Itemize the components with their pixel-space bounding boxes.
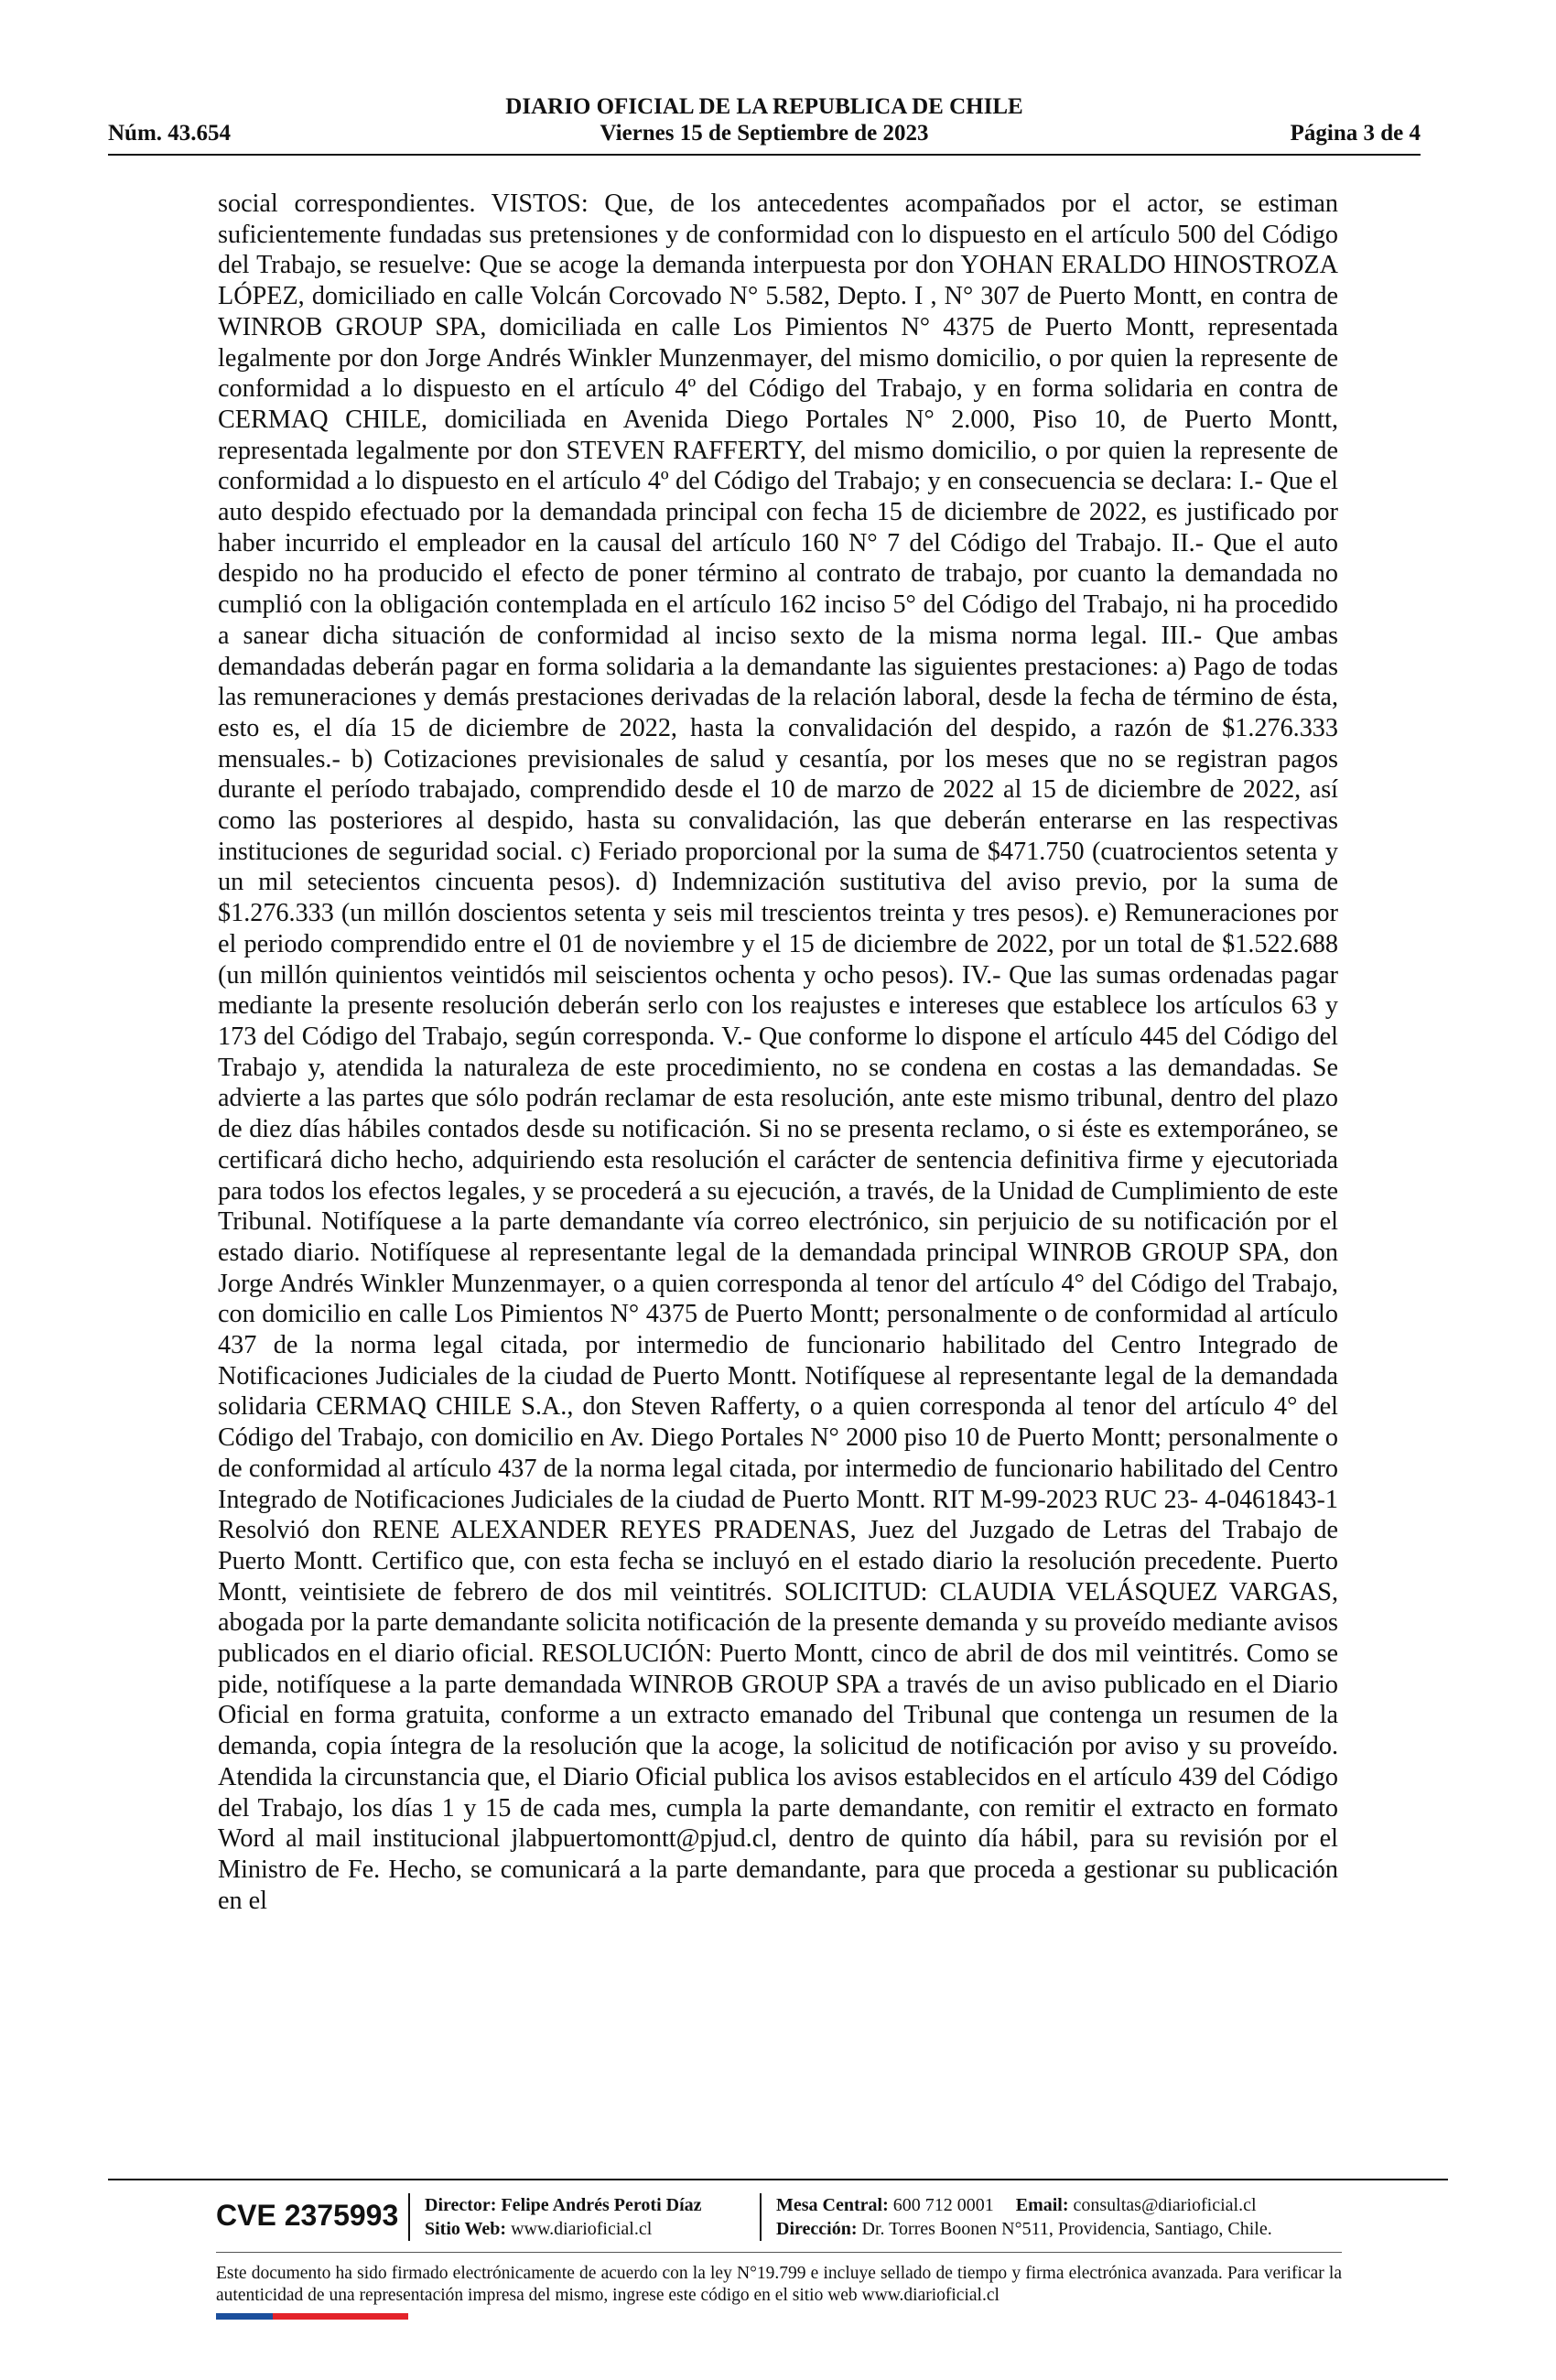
- page-header: [108, 93, 1421, 148]
- publication-title: DIARIO OFICIAL DE LA REPUBLICA DE CHILE: [505, 94, 1023, 119]
- issue-number: Núm. 43.654: [108, 121, 232, 146]
- website-link[interactable]: www.diarioficial.cl: [511, 2219, 653, 2239]
- footer-separator: [760, 2193, 762, 2241]
- director-label: Director:: [425, 2195, 497, 2215]
- footer-contact-block: [776, 2193, 1272, 2241]
- flag-blue-segment: [216, 2313, 273, 2320]
- address-value: Dr. Torres Boonen N°511, Providencia, Santiago, Chile.: [861, 2219, 1272, 2239]
- cve-code: CVE 2375993: [216, 2199, 399, 2232]
- chile-flag-stripe: [216, 2313, 408, 2320]
- page-footer: [216, 2188, 1342, 2248]
- email-label: Email:: [1015, 2195, 1069, 2215]
- page-indicator: Página 3 de 4: [1290, 121, 1421, 146]
- footer-separator: [408, 2193, 410, 2241]
- director-name: Felipe Andrés Peroti Díaz: [501, 2195, 702, 2215]
- footer-director-block: [425, 2193, 702, 2241]
- header-divider: [108, 154, 1421, 156]
- website-label: Sitio Web:: [425, 2219, 507, 2239]
- email-link[interactable]: consultas@diarioficial.cl: [1073, 2195, 1257, 2215]
- mesa-central-label: Mesa Central:: [776, 2195, 889, 2215]
- body-paragraph: social correspondientes. VISTOS: Que, de los antecedentes acompañados por el actor, se estiman suficientemente fundadas sus pretensiones y de conformidad con lo dispuesto en el artículo 500 del Código del Trabajo, se resuelve: Que se acoge la demanda interpuesta por don YOHAN ERALDO HINOSTROZA LÓPEZ, domiciliado en calle Volcán Corcovado N° 5.582, Depto. I , N° 307 de Puerto Montt, en contra de WINROB GROUP SPA, domiciliada en calle Los Pimientos N° 4375 de Puerto Montt, representada legalmente por don Jorge Andrés Winkler Munzenmayer, del mismo domicilio, o por quien la represente de conformidad a lo dispuesto en el artículo 4º del Código del Trabajo, y en forma solidaria en contra de CERMAQ CHILE, domiciliada en Avenida Diego Portales N° 2.000, Piso 10, de Puerto Montt, representada legalmente por don STEVEN RAFFERTY, del mismo domicilio, o por quien la represente de conformidad a lo dispuesto en el artículo 4º del Código del Trabajo; y en consecuencia se declara: I.- Que el auto despido efectuado por la demandada principal con fecha 15 de diciembre de 2022, es justificado por haber incurrido el empleador en la causal del artículo 160 N° 7 del Código del Trabajo. II.- Que el auto despido no ha producido el efecto de poner término al contrato de trabajo, por cuanto la demandada no cumplió con la obligación contemplada en el artículo 162 inciso 5° del Código del Trabajo, ni ha procedido a sanear dicha situación de conformidad al inciso sexto de la misma norma legal. III.- Que ambas demandadas deberán pagar en forma solidaria a la demandante las siguientes prestaciones: a) Pago de todas las remuneraciones y demás prestaciones derivadas de la relación laboral, desde la fecha de término de ésta, esto es, el día 15 de diciembre de 2022, hasta la convalidación del despido, a razón de $1.276.333 mensuales.- b) Cotizaciones previsionales de salud y cesantía, por los meses que no se registran pagos durante el período trabajado, comprendido desde el 10 de marzo de 2022 al 15 de diciembre de 2022, así como las posteriores al despido, hasta su convalidación, las que deberán enterarse en las respectivas instituciones de seguridad social. c) Feriado proporcional por la suma de $471.750 (cuatrocientos setenta y un mil setecientos cincuenta pesos). d) Indemnización sustitutiva del aviso previo, por la suma de $1.276.333 (un millón doscientos setenta y seis mil trescientos treinta y tres pesos). e) Remuneraciones por el periodo comprendido entre el 01 de noviembre y el 15 de diciembre de 2022, por un total de $1.522.688 (un millón quinientos veintidós mil seiscientos ochenta y ocho pesos). IV.- Que las sumas ordenadas pagar mediante la presente resolución deberán serlo con los reajustes e intereses que establece los artículos 63 y 173 del Código del Trabajo, según corresponda. V.- Que conforme lo dispone el artículo 445 del Código del Trabajo y, atendida la naturaleza de este procedimiento, no se condena en costas a las demandadas. Se advierte a las partes que sólo podrán reclamar de esta resolución, ante este mismo tribunal, dentro del plazo de diez días hábiles contados desde su notificación. Si no se presenta reclamo, o si éste es extemporáneo, se certificará dicho hecho, adquiriendo esta resolución el carácter de sentencia definitiva firme y ejecutoriada para todos los efectos legales, y se procederá a su ejecución, a través, de la Unidad de Cumplimiento de este Tribunal. Notifíquese a la parte demandante vía correo electrónico, sin perjuicio de su notificación por el estado diario. Notifíquese al representante legal de la demandada principal WINROB GROUP SPA, don Jorge Andrés Winkler Munzenmayer, o a quien corresponda al tenor del artículo 4° del Código del Trabajo, con domicilio en calle Los Pimientos N° 4375 de Puerto Montt; personalmente o de conformidad al artículo 437 de la norma legal citada, por intermedio de funcionario habilitado del Centro Integrado de Notificaciones Judiciales de la ciudad de Puerto Montt. Notifíquese al representante legal de la demandada solidaria CERMAQ CHILE S.A., don Steven Rafferty, o a quien corresponda al tenor del artículo 4° del Código del Trabajo, con domicilio en Av. Diego Portales N° 2000 piso 10 de Puerto Montt; personalmente o de conformidad al artículo 437 de la norma legal citada, por intermedio de funcionario habilitado del Centro Integrado de Notificaciones Judiciales de la ciudad de Puerto Montt. RIT M-99-2023 RUC 23- 4-0461843-1 Resolvió don RENE ALEXANDER REYES PRADENAS, Juez del Juzgado de Letras del Trabajo de Puerto Montt. Certifico que, con esta fecha se incluyó en el estado diario la resolución precedente. Puerto Montt, veintisiete de febrero de dos mil veintitrés. SOLICITUD: CLAUDIA VELÁSQUEZ VARGAS, abogada por la parte demandante solicita notificación de la presente demanda y su proveído mediante avisos publicados en el diario oficial. RESOLUCIÓN: Puerto Montt, cinco de abril de dos mil veintitrés. Como se pide, notifíquese a la parte demandada WINROB GROUP SPA a través de un aviso publicado en el Diario Oficial en forma gratuita, conforme a un extracto emanado del Tribunal que contenga un resumen de la demanda, copia íntegra de la resolución que la acoge, la solicitud de notificación por aviso y su proveído. Atendida la circunstancia que, el Diario Oficial publica los avisos establecidos en el artículo 439 del Código del Trabajo, los días 1 y 15 de cada mes, cumpla la parte demandante, con remitir el extracto en formato Word al mail institucional jlabpuertomontt@pjud.cl, dentro de quinto día hábil, para su revisión por el Ministro de Fe. Hecho, se comunicará a la parte demandante, para que proceda a gestionar su publicación en el: [218, 189, 1338, 1915]
- footer-divider: [108, 2179, 1448, 2180]
- address-label: Dirección:: [776, 2219, 858, 2239]
- footer-divider-thin: [216, 2252, 1342, 2253]
- flag-red-segment: [273, 2313, 408, 2320]
- document-body: [218, 189, 1338, 1916]
- publication-date: Viernes 15 de Septiembre de 2023: [600, 121, 929, 146]
- mesa-central-phone: 600 712 0001: [892, 2195, 994, 2215]
- signature-disclaimer: Este documento ha sido firmado electrónicamente de acuerdo con la ley N°19.799 e incluye sellado de tiempo y firma electrónica avanzada. Para verificar la autenticidad de una representación impresa del mismo, ingrese este código en el sitio web www.diarioficial.cl: [216, 2264, 1342, 2305]
